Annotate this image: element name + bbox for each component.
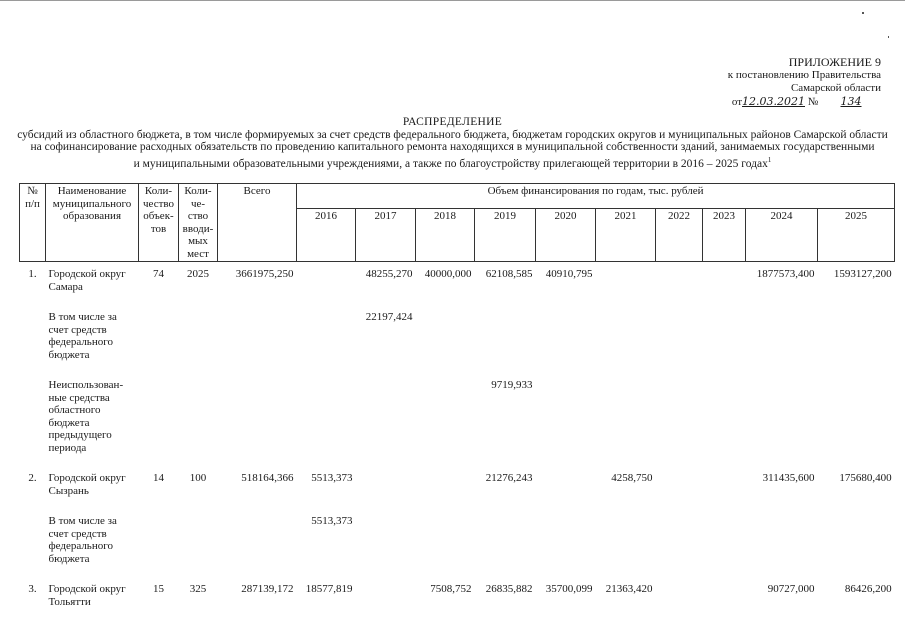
scan-edge-line: [0, 0, 905, 1]
cell-year-value: 21363,420: [605, 583, 653, 595]
cell-num: [20, 309, 46, 363]
table-row: [20, 513, 895, 567]
distribution-table: [19, 183, 895, 610]
cell-year-value: [596, 309, 656, 363]
title-line-2: на софинансирование расходных обязательств по проведению капитального ремонта находящихся в муниципальной собственности зданий, занимаемых государственными: [30, 141, 875, 153]
cell-year-value: [703, 262, 746, 296]
header-year: 2023: [703, 209, 746, 262]
cell-num: [20, 513, 46, 567]
table-row: [20, 309, 895, 363]
cell-name: В том числе за счет средств федерального бюджета: [48, 515, 117, 565]
table-row: [20, 377, 895, 456]
cell-year-value: [656, 309, 703, 363]
cell-objects: [139, 377, 179, 456]
header-name: Наименование муниципального образования: [46, 184, 139, 262]
table-body: [20, 262, 895, 611]
cell-year-value: [703, 470, 746, 499]
cell-year-value: 175680,400: [839, 472, 892, 484]
cell-year-value: [746, 309, 818, 363]
cell-year-value: 5513,373: [311, 472, 353, 484]
cell-total: 287139,172: [241, 583, 294, 595]
cell-name: Городской округ Тольятти: [48, 583, 126, 608]
cell-total: 3661975,250: [235, 268, 294, 280]
cell-year-value: [536, 470, 596, 499]
cell-num: 2.: [28, 472, 37, 484]
cell-year-value: [356, 377, 416, 456]
cell-num: 1.: [28, 268, 37, 280]
cell-year-value: [475, 309, 536, 363]
header-total: Всего: [218, 184, 297, 262]
cell-year-value: [656, 581, 703, 610]
header-year: 2022: [656, 209, 703, 262]
cell-year-value: [656, 262, 703, 296]
title-line-1: субсидий из областного бюджета, в том числе формируемых за счет средств федерального бюджета, бюджетам городских округов и муниципальных районов Самарской области: [17, 128, 888, 141]
cell-year-value: 86426,200: [844, 583, 892, 595]
row-gap-cell: [20, 295, 895, 309]
cell-year-value: [536, 377, 596, 456]
cell-year-value: [656, 513, 703, 567]
cell-year-value: 48255,270: [365, 268, 413, 280]
cell-year-value: [596, 513, 656, 567]
cell-year-value: [596, 377, 656, 456]
header-year: 2025: [818, 209, 895, 262]
header-places: Коли-че-ство вводи-мых мест: [179, 184, 218, 262]
cell-name: Неиспользован-ные средства областного бюджета предыдущего периода: [48, 379, 124, 454]
cell-name: Городской округ Сызрань: [48, 472, 126, 497]
cell-year-value: 40910,795: [545, 268, 593, 280]
handwritten-number: 134: [840, 95, 862, 108]
cell-year-value: [356, 581, 416, 610]
cell-year-value: 21276,243: [485, 472, 533, 484]
scan-speck: [862, 12, 864, 14]
cell-year-value: [536, 513, 596, 567]
cell-year-value: 90727,000: [767, 583, 815, 595]
appendix-resolution: к постановлению Правительства: [727, 69, 881, 81]
row-gap: [20, 456, 895, 470]
cell-year-value: [746, 377, 818, 456]
cell-year-value: [596, 262, 656, 296]
cell-places: 100: [189, 472, 207, 484]
cell-year-value: [416, 470, 475, 499]
cell-year-value: 1593127,200: [833, 268, 892, 280]
cell-objects: [139, 513, 179, 567]
title-footnote-mark: 1: [767, 155, 772, 164]
appendix-number: ПРИЛОЖЕНИЕ 9: [788, 55, 881, 69]
cell-year-value: 40000,000: [424, 268, 472, 280]
cell-year-value: 5513,373: [311, 515, 353, 527]
cell-places: [179, 513, 218, 567]
handwritten-date: 12.03.2021: [742, 95, 805, 108]
cell-year-value: [416, 377, 475, 456]
row-gap-cell: [20, 567, 895, 581]
cell-year-value: [297, 262, 356, 296]
scan-speck: [888, 36, 889, 38]
table-row: [20, 581, 895, 610]
cell-year-value: [703, 513, 746, 567]
cell-objects: 74: [153, 268, 164, 280]
header-year: 2018: [416, 209, 475, 262]
cell-year-value: [416, 309, 475, 363]
row-gap: [20, 363, 895, 377]
header-year: 2019: [475, 209, 536, 262]
cell-year-value: [656, 377, 703, 456]
cell-name: Городской округ Самара: [48, 268, 126, 293]
cell-year-value: [297, 377, 356, 456]
table-row: [20, 470, 895, 499]
cell-year-value: 1877573,400: [756, 268, 815, 280]
header-year: 2017: [356, 209, 416, 262]
title-heading: РАСПРЕДЕЛЕНИЕ: [402, 116, 503, 128]
cell-total: [218, 309, 297, 363]
cell-year-value: [703, 309, 746, 363]
cell-year-value: 35700,099: [545, 583, 593, 595]
row-gap: [20, 499, 895, 513]
cell-year-value: [703, 581, 746, 610]
date-prefix: от: [731, 96, 743, 108]
row-gap-cell: [20, 363, 895, 377]
cell-year-value: 22197,424: [365, 311, 413, 323]
row-gap-cell: [20, 499, 895, 513]
title-line-3-text: и муниципальными образовательными учреждениями, а также по благоустройству прилегающей территории в 2016 – 2025 годах: [133, 157, 768, 170]
title-line-3: [0, 154, 905, 170]
cell-objects: 14: [153, 472, 164, 484]
header-year: 2020: [536, 209, 596, 262]
appendix-block: [728, 56, 881, 109]
cell-year-value: 7508,752: [430, 583, 472, 595]
cell-total: [218, 377, 297, 456]
header-num: № п/п: [20, 184, 46, 262]
cell-year-value: 9719,933: [491, 379, 533, 391]
cell-total: 518164,366: [241, 472, 294, 484]
cell-year-value: 62108,585: [485, 268, 533, 280]
header-year: 2016: [297, 209, 356, 262]
cell-year-value: [356, 470, 416, 499]
cell-year-value: 311435,600: [762, 472, 815, 484]
table-row: [20, 262, 895, 296]
cell-year-value: [818, 309, 895, 363]
row-gap-cell: [20, 456, 895, 470]
cell-name: В том числе за счет средств федерального бюджета: [48, 311, 117, 361]
cell-year-value: 18577,819: [305, 583, 353, 595]
cell-places: 325: [189, 583, 207, 595]
appendix-region: Самарской области: [790, 82, 881, 94]
cell-year-value: [818, 513, 895, 567]
cell-year-value: [416, 513, 475, 567]
header-year: 2024: [746, 209, 818, 262]
cell-year-value: [746, 513, 818, 567]
cell-year-value: [475, 513, 536, 567]
cell-year-value: [536, 309, 596, 363]
cell-year-value: [356, 513, 416, 567]
header-objects: Коли-чество объек-тов: [139, 184, 179, 262]
cell-places: [179, 309, 218, 363]
cell-year-value: 26835,882: [485, 583, 533, 595]
cell-year-value: 4258,750: [611, 472, 653, 484]
cell-objects: [139, 309, 179, 363]
cell-places: 2025: [187, 268, 209, 280]
cell-year-value: [297, 309, 356, 363]
cell-num: [20, 377, 46, 456]
header-year: 2021: [596, 209, 656, 262]
header-funding: Объем финансирования по годам, тыс. рублей: [297, 184, 895, 209]
cell-year-value: [818, 377, 895, 456]
cell-num: 3.: [28, 583, 37, 595]
appendix-dateline: [728, 95, 881, 109]
cell-year-value: [703, 377, 746, 456]
cell-year-value: [656, 470, 703, 499]
cell-total: [218, 513, 297, 567]
number-prefix: №: [807, 96, 819, 108]
cell-places: [179, 377, 218, 456]
document-title: [0, 116, 905, 170]
row-gap: [20, 295, 895, 309]
row-gap: [20, 567, 895, 581]
cell-objects: 15: [153, 583, 164, 595]
